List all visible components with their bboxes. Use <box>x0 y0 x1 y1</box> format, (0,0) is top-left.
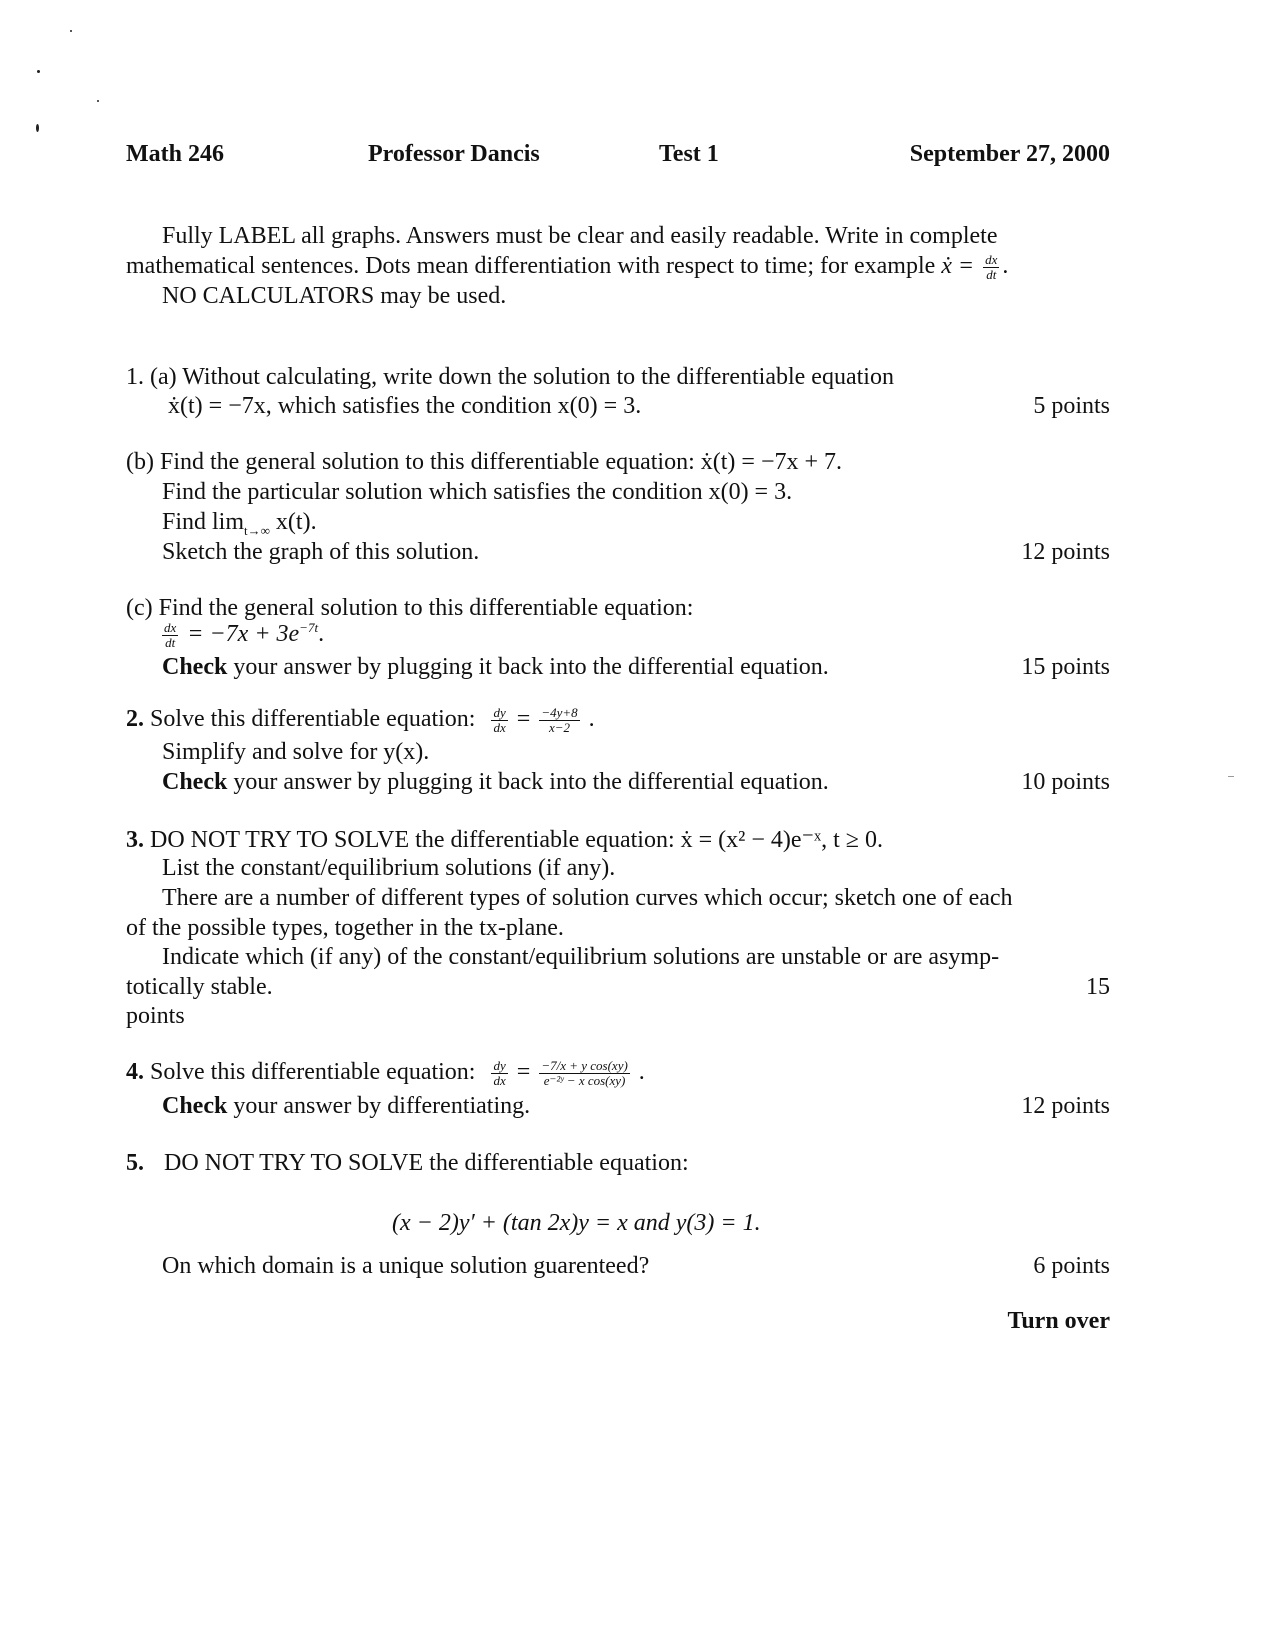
fraction-numerator: −4y+8 <box>541 705 578 721</box>
equation-exponent: −7t <box>299 620 319 635</box>
check-keyword: Check <box>162 654 228 680</box>
problem-1b-line2: Find the particular solution which satisfies the condition x(0) = 3. <box>162 479 793 505</box>
instruction-text: mathematical sentences. Dots mean differentiation with respect to time; for example <box>126 253 936 279</box>
problem-4-text: Solve this differentiable equation: <box>144 1059 476 1085</box>
problem-3-points-unit: points <box>126 1003 185 1029</box>
fraction-denominator: dx <box>493 719 506 735</box>
professor-label: Professor Dancis <box>368 141 540 167</box>
scan-speck <box>70 30 72 32</box>
check-keyword: Check <box>162 1093 228 1119</box>
problem-3-line4: of the possible types, together in the tx-plane. <box>126 915 564 941</box>
problem-1b-line4: Sketch the graph of this solution. <box>162 539 480 565</box>
scan-mark <box>1228 776 1234 777</box>
problem-4-check <box>162 1093 530 1120</box>
fraction-numerator: dy <box>493 1058 506 1074</box>
equation-fraction <box>491 1059 507 1087</box>
fraction-numerator: dx <box>164 620 177 636</box>
instruction-fraction <box>983 253 999 281</box>
instruction-line: Fully LABEL all graphs. Answers must be clear and easily readable. Write in complete <box>162 223 998 249</box>
fraction-numerator: dx <box>985 252 998 268</box>
check-text: your answer by plugging it back into the differential equation. <box>227 769 829 795</box>
problem-5-points: 6 points <box>1033 1253 1110 1279</box>
equation-rhs: = −7x + 3e <box>187 621 300 647</box>
equals-sign: = <box>516 706 531 732</box>
check-text: your answer by plugging it back into the differential equation. <box>227 654 829 680</box>
instruction-math: ẋ = <box>941 253 975 279</box>
problem-1c-points: 15 points <box>1021 654 1110 680</box>
fraction-denominator: x−2 <box>548 719 570 735</box>
problem-4-points: 12 points <box>1021 1093 1110 1119</box>
limit-text: Find lim <box>162 509 245 535</box>
problem-3-line2: List the constant/equilibrium solutions (if any). <box>162 855 616 881</box>
problem-2-check <box>162 769 829 796</box>
problem-1c-check <box>162 654 829 681</box>
equation-fraction <box>491 706 507 734</box>
scan-speck <box>36 124 39 132</box>
limit-tail: x(t). <box>269 509 317 535</box>
problem-2-line1 <box>126 706 595 735</box>
scan-speck <box>97 100 99 102</box>
fraction-denominator: dx <box>493 1072 506 1088</box>
problem-number: 4. <box>126 1059 144 1085</box>
problem-1b-line3 <box>162 509 317 539</box>
equation-end: . <box>588 706 595 732</box>
problem-1a-line2: ẋ(t) = −7x, which satisfies the condition x(0) = 3. <box>168 393 642 419</box>
equation-rhs-fraction <box>539 706 579 734</box>
problem-2-text: Solve this differentiable equation: <box>144 706 476 732</box>
problem-5-line1 <box>126 1150 689 1177</box>
problem-3-line3: There are a number of different types of solution curves which occur; sketch one of each <box>162 885 1013 911</box>
problem-1b-points: 12 points <box>1021 539 1110 565</box>
equation-rhs-fraction <box>539 1059 629 1087</box>
instruction-line: NO CALCULATORS may be used. <box>162 283 507 309</box>
date-label: September 27, 2000 <box>909 141 1110 167</box>
fraction-numerator: dy <box>493 705 506 721</box>
course-label: Math 246 <box>126 141 224 167</box>
problem-1b-line1: (b) Find the general solution to this differentiable equation: ẋ(t) = −7x + 7. <box>126 449 843 475</box>
problem-1a-points: 5 points <box>1033 393 1110 419</box>
check-keyword: Check <box>162 769 228 795</box>
problem-1a-text: 1. (a) Without calculating, write down the solution to the differentiable equation <box>126 364 894 390</box>
problem-5-text: DO NOT TRY TO SOLVE the differentiable equation: <box>164 1150 689 1176</box>
problem-5-equation: (x − 2)y′ + (tan 2x)y = x and y(3) = 1. <box>392 1210 761 1236</box>
limit-subscript: t→∞ <box>244 522 270 538</box>
equation-end: . <box>638 1059 645 1085</box>
problem-3-line5: Indicate which (if any) of the constant/equilibrium solutions are unstable or are asymp- <box>162 944 1000 970</box>
equals-sign: = <box>516 1059 531 1085</box>
check-text: your answer by differentiating. <box>227 1093 531 1119</box>
equation-end: . <box>318 621 325 647</box>
problem-number: 2. <box>126 706 144 732</box>
test-label: Test 1 <box>659 141 719 167</box>
instruction-line: mathematical sentences. Dots mean differentiation with respect to time; for example ẋ = $\frac{dx}{dt}$ . <box>126 252 1009 282</box>
problem-2-line2: Simplify and solve for y(x). <box>162 739 430 765</box>
fraction-denominator: e⁻²ʸ − x cos(xy) <box>543 1072 626 1088</box>
turn-over-label: Turn over <box>1007 1308 1110 1334</box>
equation-fraction <box>162 621 178 649</box>
problem-3-text: DO NOT TRY TO SOLVE the differentiable equation: ẋ = (x² − 4)e⁻ˣ, t ≥ 0. <box>144 827 883 853</box>
problem-3-line1 <box>126 825 883 854</box>
problem-1c-equation <box>162 620 324 650</box>
fraction-denominator: dt <box>986 266 997 282</box>
fraction-numerator: −7/x + y cos(xy) <box>541 1058 628 1074</box>
problem-3-line6: totically stable. <box>126 974 273 1000</box>
problem-5-line2: On which domain is a unique solution guarenteed? <box>162 1253 650 1279</box>
problem-3-points: 15 <box>1086 974 1110 1000</box>
problem-1a-line1 <box>126 364 894 391</box>
problem-2-points: 10 points <box>1021 769 1110 795</box>
problem-number: 3. <box>126 827 144 853</box>
problem-1c-line1: (c) Find the general solution to this differentiable equation: <box>126 595 694 621</box>
problem-number: 5. <box>126 1150 144 1176</box>
scan-speck <box>37 70 40 73</box>
fraction-denominator: dt <box>165 634 176 650</box>
problem-4-line1 <box>126 1059 645 1088</box>
